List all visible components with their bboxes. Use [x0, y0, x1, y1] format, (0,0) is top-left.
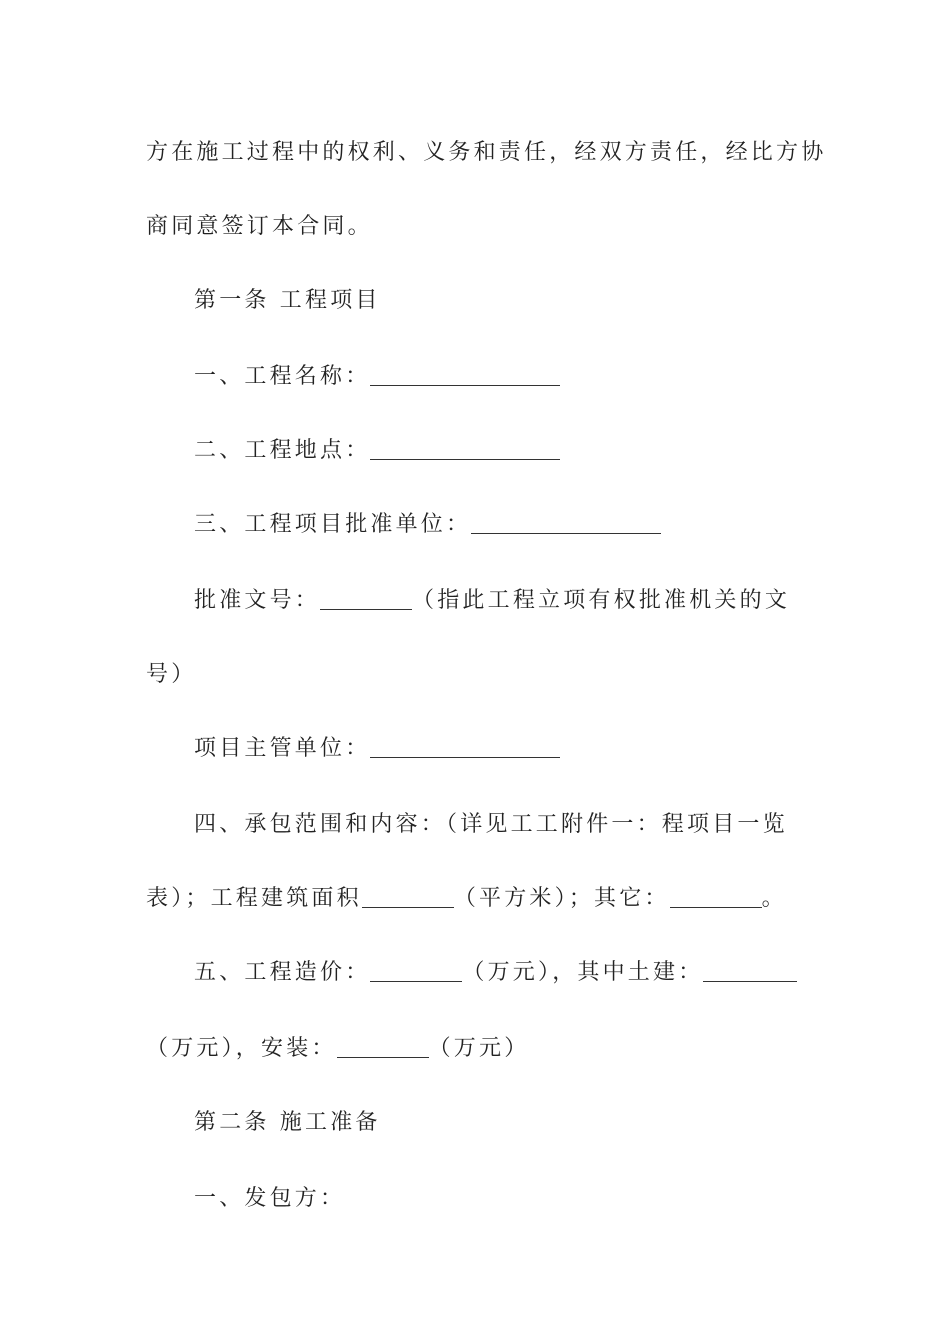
fill-in-blank — [370, 959, 462, 982]
text: 表）；工程建筑面积 — [146, 886, 362, 911]
paragraph-line — [194, 586, 806, 616]
text: 四、承包范围和内容：（详见工工附件一：程项目一览 — [194, 812, 788, 837]
paragraph-line — [194, 362, 806, 392]
paragraph-line — [194, 1184, 806, 1214]
text: 二、工程地点： — [194, 438, 371, 463]
fill-in-blank — [670, 885, 762, 908]
text: 第一条 工程项目 — [194, 288, 381, 313]
paragraph-line — [194, 734, 806, 764]
paragraph-line — [146, 212, 806, 242]
text: 号） — [146, 662, 197, 687]
text: 三、工程项目批准单位： — [194, 512, 472, 537]
article-heading — [194, 286, 806, 316]
text: 第二条 施工准备 — [194, 1110, 381, 1135]
text: 项目主管单位： — [194, 736, 371, 761]
text: （指此工程立项有权批准机关的文 — [412, 588, 791, 613]
text: 方在施工过程中的权利、义务和责任，经双方责任，经比方协 — [146, 140, 827, 165]
fill-in-blank — [320, 587, 412, 610]
fill-in-blank — [337, 1035, 429, 1058]
fill-in-blank — [471, 511, 661, 534]
text: 商同意签订本合同。 — [146, 214, 373, 239]
paragraph-line — [194, 436, 806, 466]
paragraph-line — [194, 810, 806, 840]
text: 五、工程造价： — [194, 960, 371, 985]
fill-in-blank — [703, 959, 797, 982]
paragraph-line — [146, 138, 827, 168]
fill-in-blank — [370, 437, 560, 460]
paragraph-line — [194, 958, 806, 988]
paragraph-line — [194, 510, 806, 540]
paragraph-line — [146, 660, 806, 690]
text: （万元），其中土建： — [462, 960, 704, 985]
text: （平方米）；其它： — [453, 886, 670, 911]
text: 。 — [761, 886, 787, 911]
article-heading — [194, 1108, 806, 1138]
fill-in-blank — [362, 885, 454, 908]
text: （万元），安装： — [146, 1036, 337, 1061]
text: 一、发包方： — [194, 1186, 346, 1211]
fill-in-blank — [370, 735, 560, 758]
fill-in-blank — [370, 363, 560, 386]
paragraph-line — [146, 1034, 806, 1064]
paragraph-line — [146, 884, 806, 914]
text: 批准文号： — [194, 588, 321, 613]
text: 一、工程名称： — [194, 364, 371, 389]
text: （万元） — [428, 1036, 530, 1061]
